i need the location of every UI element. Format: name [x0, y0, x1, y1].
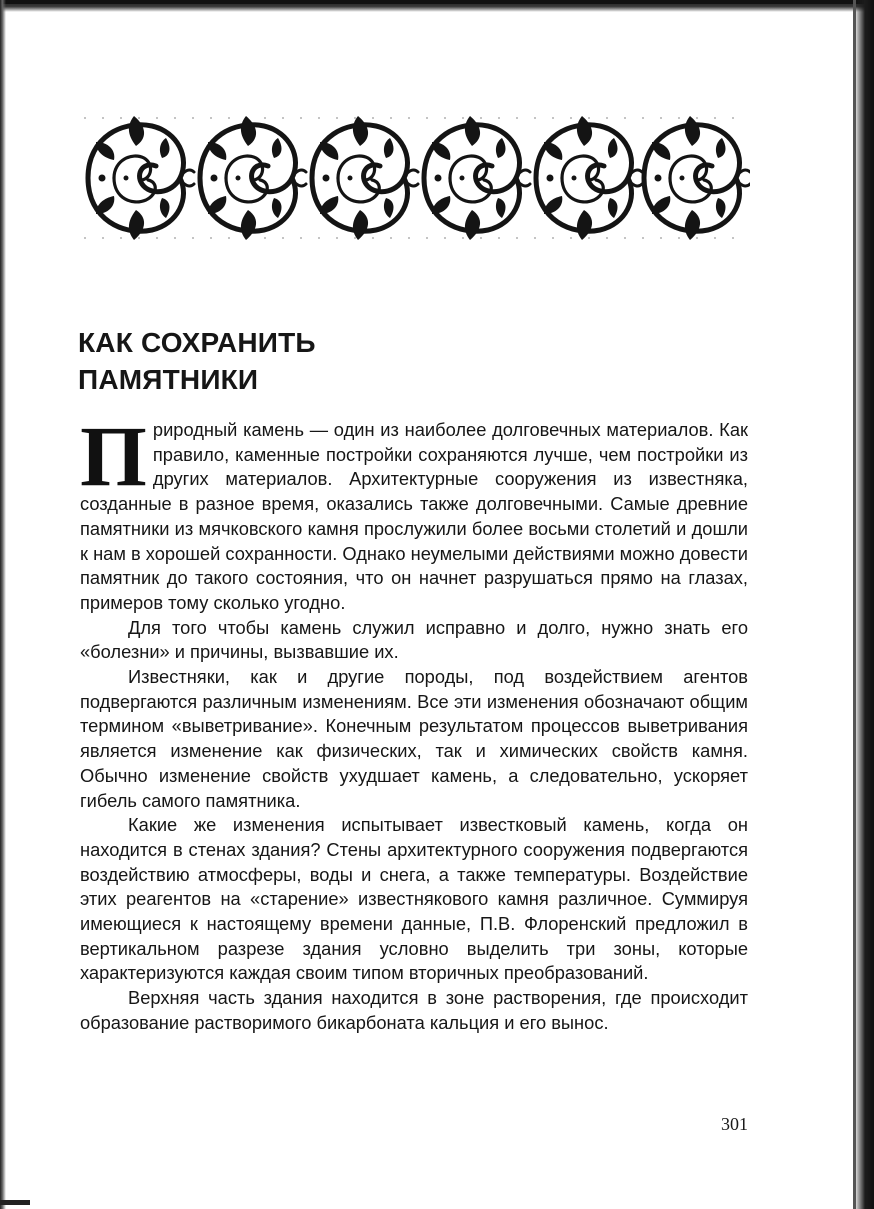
- chapter-title: [78, 324, 316, 398]
- paragraph-3: Известняки, как и другие породы, под воздействием агентов подвергаются различным изменениям. Все эти изменения обозначают общим термином «выветривание». Конечным результатом процессов выветривания является изменение как физических, так и химических свойств камня. Обычно изменение свойств ухудшает камень, а следовательно, ускоряет гибель самого памятника.: [80, 666, 748, 811]
- scan-right-edge: [854, 0, 874, 1209]
- paragraph-5: Верхняя часть здания находится в зоне растворения, где происходит образование растворимого бикарбоната кальция и его вынос.: [80, 987, 748, 1033]
- page-number: 301: [721, 1114, 748, 1134]
- paragraph-1-text: риродный камень — один из наиболее долговечных материалов. Как правило, каменные постройки сохраняются лучше, чем постройки из других материалов. Архитектурные сооружения из известняка, созданные в разное время, оказались также долговечными. Самые древние памятники из мячковского камня прослужили более восьми столетий и дошли к нам в хорошей сохранности. Однако неумелыми действиями можно довести памятник до такого состояния, что он начнет разрушаться прямо на глазах, примеров тому сколько угодно.: [80, 419, 748, 613]
- scan-bottom-mark: [0, 1200, 30, 1205]
- drop-cap: П: [80, 408, 145, 504]
- chapter-title-line-2: ПАМЯТНИКИ: [78, 364, 259, 395]
- paragraph-4: Какие же изменения испытывает известковый камень, когда он находится в стенах здания? Стены архитектурного сооружения подвергаются воздействию атмосферы, воды и снега, а также температуры. Воздействие этих реагентов на «старение» известнякового камня различное. Суммируя имеющиеся к настоящему времени данные, П.В. Флоренский предложил в вертикальном разрезе здания условно выделить три зоны, которые характеризуются каждая своим типом вторичных преобразований.: [80, 814, 748, 984]
- paragraph-2: Для того чтобы камень служил исправно и долго, нужно знать его «болезни» и причины, вызвавшие их.: [80, 616, 748, 663]
- paragraph-1: [80, 408, 748, 616]
- scan-top-stripe: [0, 0, 874, 4]
- article-body: [80, 408, 748, 1036]
- floral-scroll-ornament-icon: [74, 112, 750, 244]
- scan-left-edge: [0, 0, 6, 1209]
- chapter-title-line-1: КАК СОХРАНИТЬ: [78, 327, 316, 358]
- scan-right-inner-edge: [853, 0, 856, 1209]
